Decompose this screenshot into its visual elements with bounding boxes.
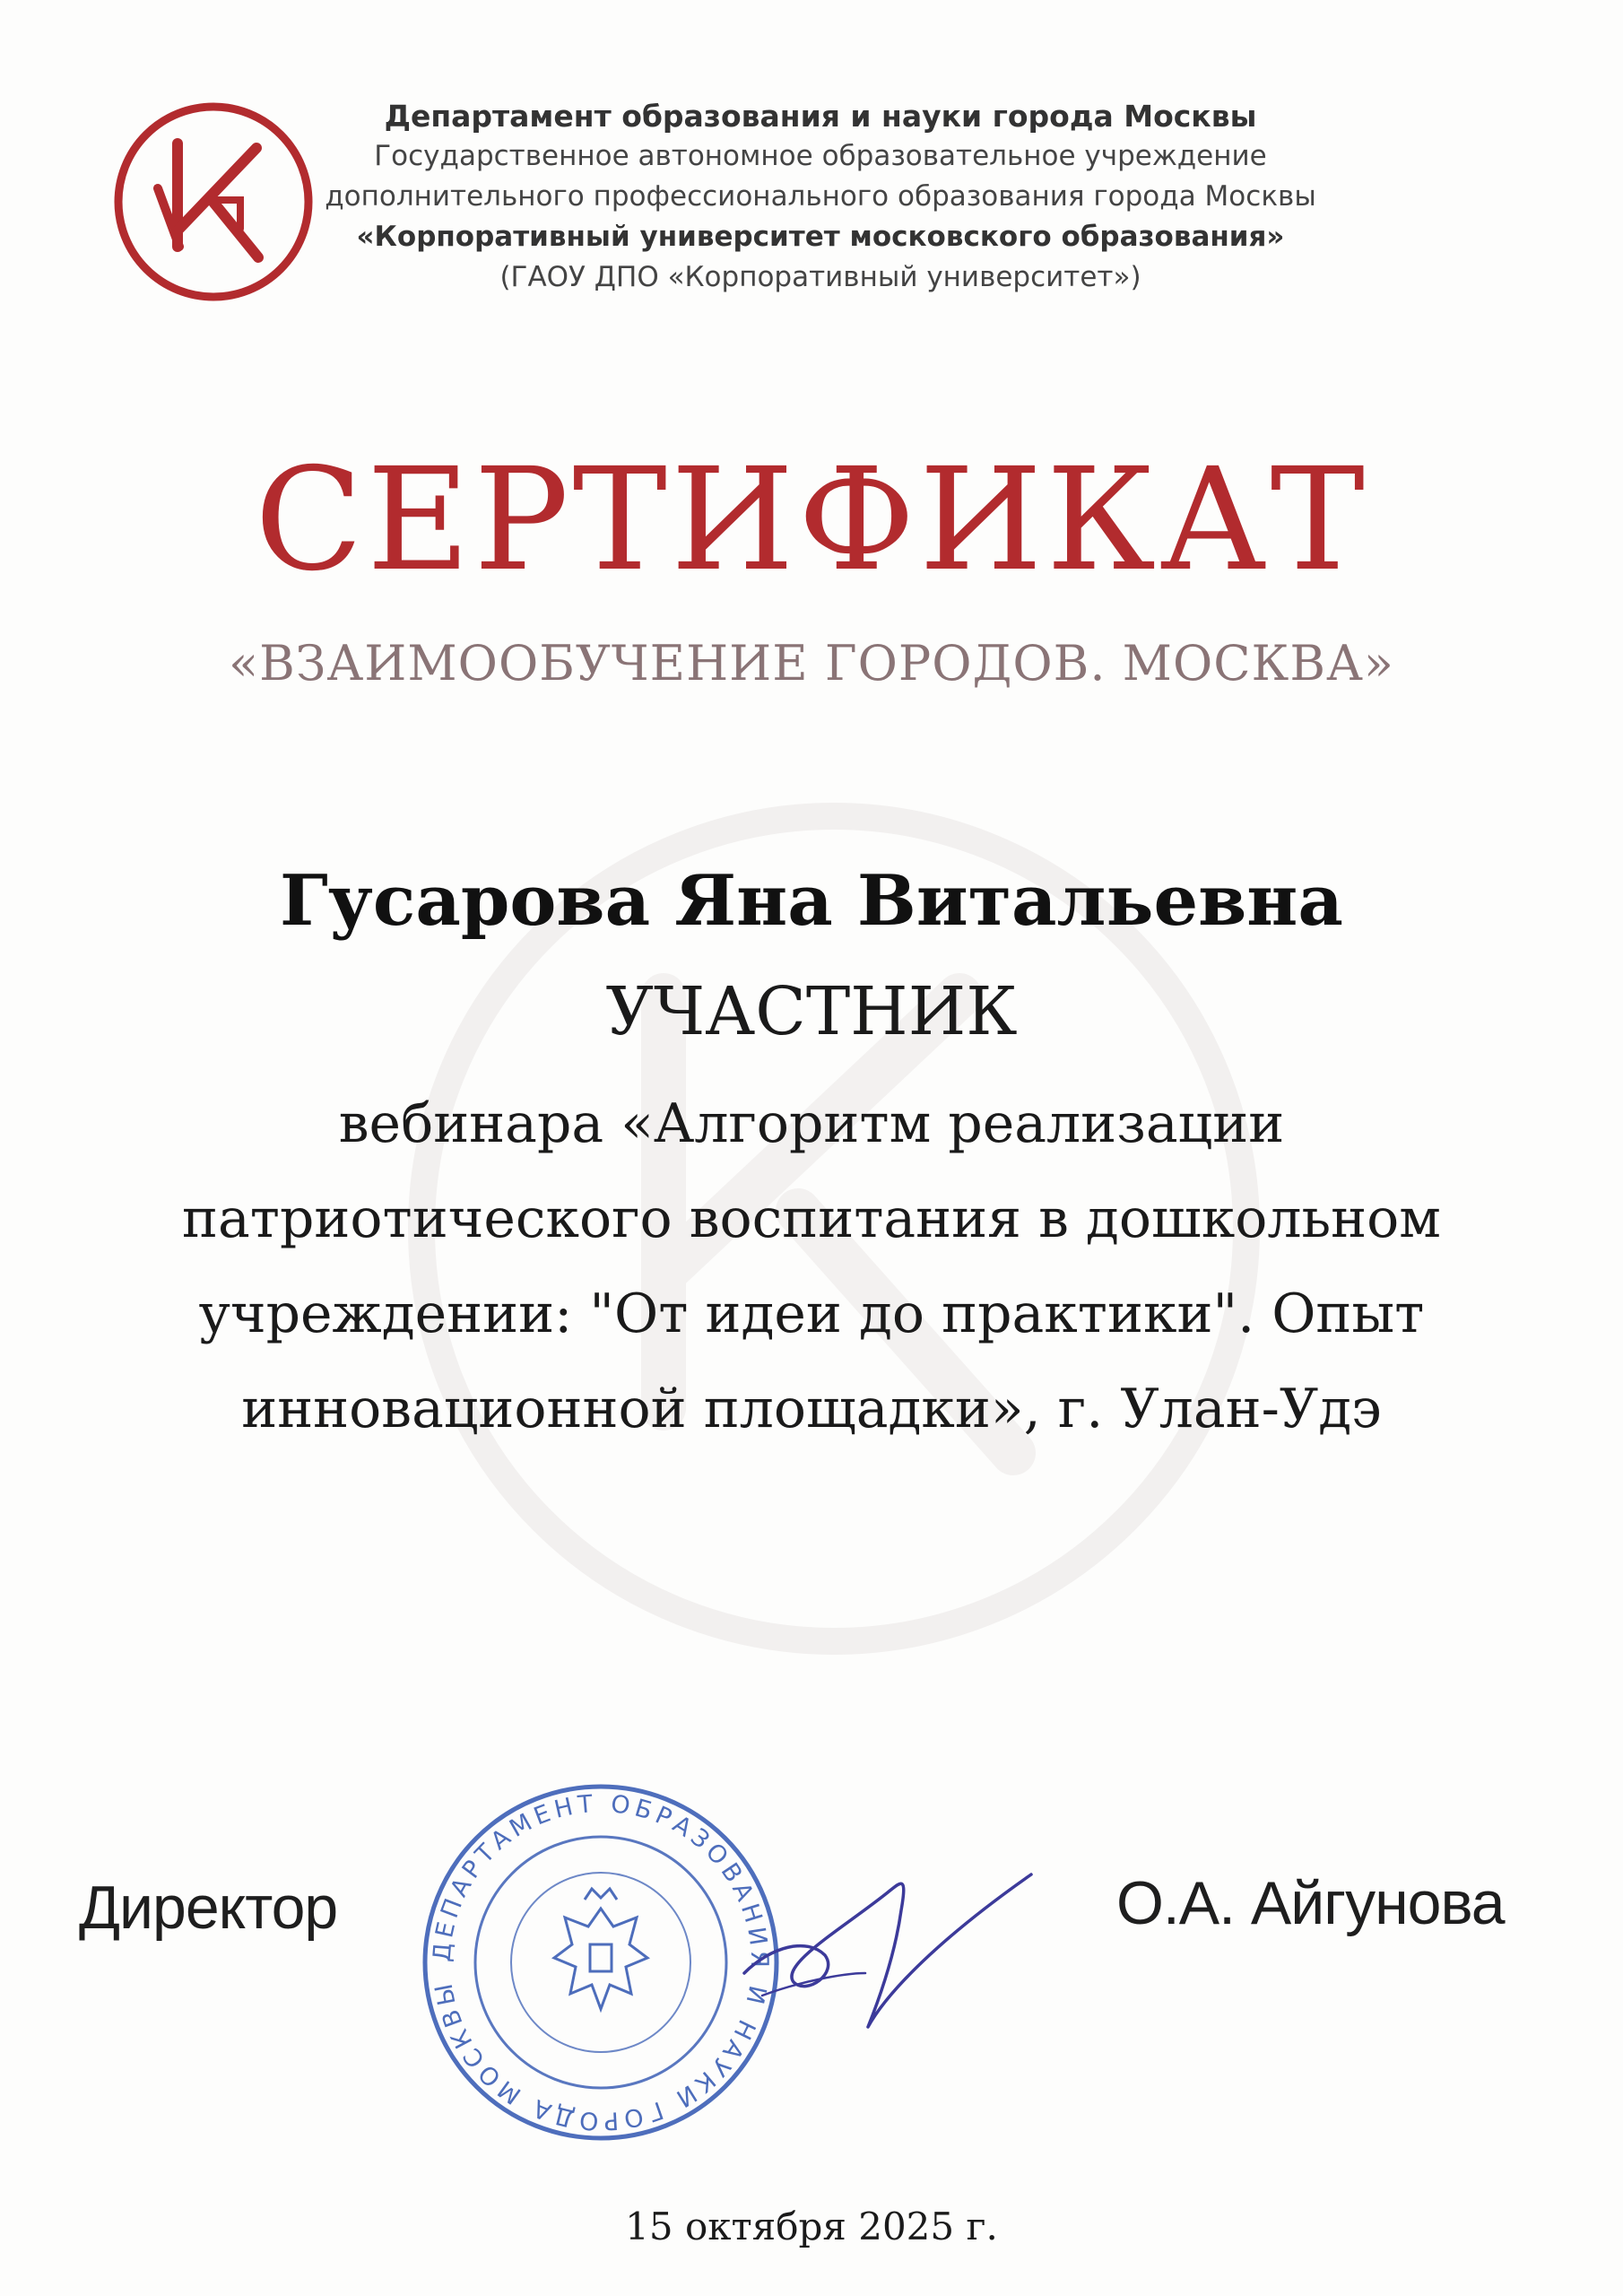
event-description <box>81 1076 1542 1457</box>
org-name: «Корпоративный университет московского образования» <box>356 221 1285 253</box>
certificate-subtitle: «ВЗАИМООБУЧЕНИЕ ГОРОДОВ. МОСКВА» <box>229 635 1394 691</box>
stamp-text: ДЕПАРТАМЕНТ ОБРАЗОВАНИЯ И НАУКИ ГОРОДА МОСКВЫ <box>428 1789 774 2135</box>
department-name: Департамент образования и науки города Москвы <box>384 99 1257 134</box>
event-line: учреждении: "От идеи до практики". Опыт <box>198 1283 1425 1345</box>
coat-of-arms-icon <box>554 1889 647 2009</box>
event-line: инновационной площадки», г. Улан-Удэ <box>241 1378 1382 1440</box>
event-line: вебинара «Алгоритм реализации <box>338 1092 1285 1155</box>
signer-name: О.А. Айгунова <box>1116 1869 1505 1937</box>
org-short-name: (ГАОУ ДПО «Корпоративный университет») <box>499 261 1141 293</box>
org-line-2: дополнительного профессионального образования города Москвы <box>325 180 1316 213</box>
ku-logo-icon <box>106 94 321 309</box>
signer-position: Директор <box>79 1874 338 1942</box>
certificate-title: СЕРТИФИКАТ <box>255 438 1368 603</box>
recipient-name: Гусарова Яна Витальевна <box>280 860 1343 942</box>
signature-icon <box>708 1839 1049 2045</box>
org-line-1: Государственное автономное образовательное учреждение <box>374 140 1267 172</box>
issuer-header <box>323 97 1318 298</box>
event-line: патриотического воспитания в дошкольном <box>182 1187 1441 1250</box>
issue-date: 15 октября 2025 г. <box>625 2205 998 2248</box>
recipient-role: УЧАСТНИК <box>605 973 1018 1050</box>
